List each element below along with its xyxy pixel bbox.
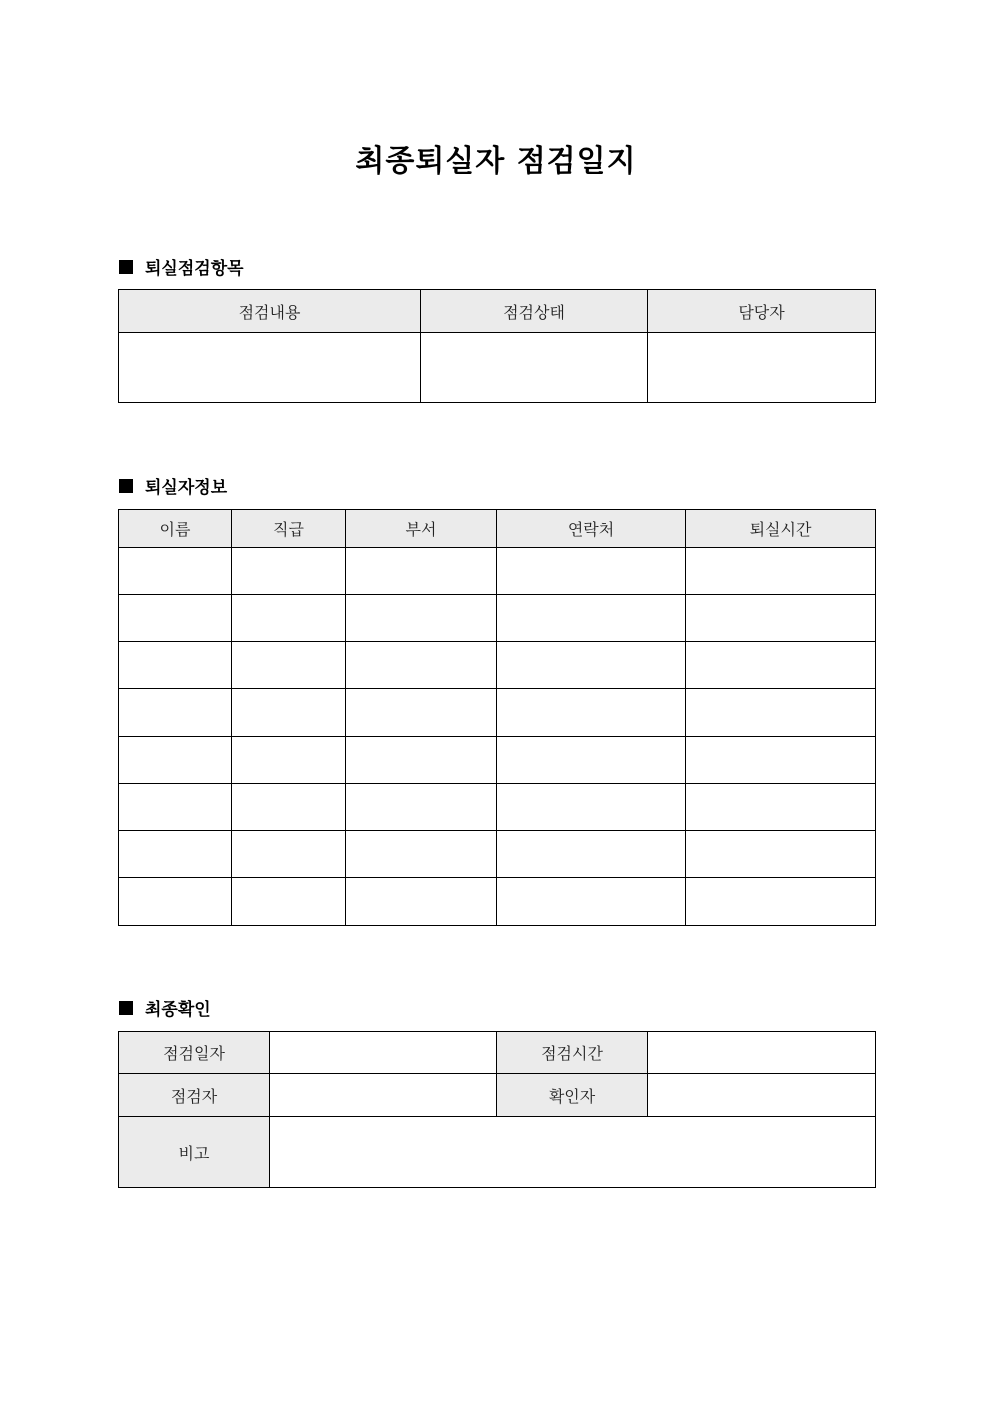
square-bullet-icon	[119, 479, 133, 493]
confirmer-field[interactable]	[648, 1074, 876, 1117]
column-header-department: 부서	[346, 510, 497, 548]
position-cell[interactable]	[232, 784, 346, 831]
square-bullet-icon	[119, 1001, 133, 1015]
name-cell[interactable]	[119, 642, 232, 689]
contact-cell[interactable]	[497, 595, 686, 642]
department-cell[interactable]	[346, 642, 497, 689]
table-row	[119, 642, 876, 689]
leaver-info-table	[118, 509, 876, 926]
section-heading-leaver-info	[119, 473, 227, 498]
position-cell[interactable]	[232, 689, 346, 737]
section-heading-text: 퇴실점검항목	[145, 259, 244, 279]
department-cell[interactable]	[346, 737, 497, 784]
position-cell[interactable]	[232, 595, 346, 642]
contact-cell[interactable]	[497, 784, 686, 831]
inspection-content-cell[interactable]	[119, 333, 421, 403]
contact-cell[interactable]	[497, 548, 686, 595]
leave-time-cell[interactable]	[686, 784, 876, 831]
square-bullet-icon	[119, 260, 133, 274]
contact-cell[interactable]	[497, 831, 686, 878]
section-heading-checklist	[119, 254, 244, 279]
position-cell[interactable]	[232, 642, 346, 689]
department-cell[interactable]	[346, 595, 497, 642]
leave-time-cell[interactable]	[686, 737, 876, 784]
remarks-label: 비고	[119, 1117, 270, 1188]
name-cell[interactable]	[119, 548, 232, 595]
column-header-leave-time: 퇴실시간	[686, 510, 876, 548]
position-cell[interactable]	[232, 737, 346, 784]
department-cell[interactable]	[346, 689, 497, 737]
table-row	[119, 689, 876, 737]
column-header-inspection-status: 점검상태	[421, 290, 648, 333]
table-row	[119, 737, 876, 784]
inspection-date-field[interactable]	[270, 1032, 497, 1074]
section-heading-text: 퇴실자정보	[145, 478, 228, 498]
department-cell[interactable]	[346, 831, 497, 878]
inspection-date-label: 점검일자	[119, 1032, 270, 1074]
final-confirmation-table	[118, 1031, 876, 1188]
contact-cell[interactable]	[497, 689, 686, 737]
table-row	[119, 831, 876, 878]
table-row	[119, 595, 876, 642]
column-header-contact: 연락처	[497, 510, 686, 548]
remarks-field[interactable]	[270, 1117, 876, 1188]
document-title: 최종퇴실자 점검일지	[355, 144, 637, 179]
person-in-charge-cell[interactable]	[648, 333, 876, 403]
confirmer-label: 확인자	[497, 1074, 648, 1117]
position-cell[interactable]	[232, 878, 346, 926]
column-header-inspection-content: 점검내용	[119, 290, 421, 333]
inspection-status-cell[interactable]	[421, 333, 648, 403]
contact-cell[interactable]	[497, 737, 686, 784]
contact-cell[interactable]	[497, 878, 686, 926]
inspection-time-field[interactable]	[648, 1032, 876, 1074]
name-cell[interactable]	[119, 831, 232, 878]
table-row	[119, 1032, 876, 1074]
leave-time-cell[interactable]	[686, 878, 876, 926]
leave-time-cell[interactable]	[686, 595, 876, 642]
department-cell[interactable]	[346, 878, 497, 926]
name-cell[interactable]	[119, 878, 232, 926]
section-heading-final-confirmation	[119, 995, 211, 1020]
table-header-row	[119, 510, 876, 548]
leave-time-cell[interactable]	[686, 548, 876, 595]
inspection-time-label: 점검시간	[497, 1032, 648, 1074]
table-row	[119, 548, 876, 595]
table-header-row	[119, 290, 876, 333]
name-cell[interactable]	[119, 737, 232, 784]
department-cell[interactable]	[346, 784, 497, 831]
name-cell[interactable]	[119, 595, 232, 642]
leave-time-cell[interactable]	[686, 689, 876, 737]
section-heading-text: 최종확인	[145, 1000, 211, 1020]
inspector-label: 점검자	[119, 1074, 270, 1117]
department-cell[interactable]	[346, 548, 497, 595]
name-cell[interactable]	[119, 689, 232, 737]
column-header-position: 직급	[232, 510, 346, 548]
position-cell[interactable]	[232, 831, 346, 878]
column-header-person-in-charge: 담당자	[648, 290, 876, 333]
leave-time-cell[interactable]	[686, 642, 876, 689]
name-cell[interactable]	[119, 784, 232, 831]
table-row	[119, 878, 876, 926]
inspector-field[interactable]	[270, 1074, 497, 1117]
checklist-table	[118, 289, 876, 403]
column-header-name: 이름	[119, 510, 232, 548]
table-row	[119, 333, 876, 403]
leave-time-cell[interactable]	[686, 831, 876, 878]
table-row	[119, 1074, 876, 1117]
contact-cell[interactable]	[497, 642, 686, 689]
table-row	[119, 784, 876, 831]
table-row	[119, 1117, 876, 1188]
position-cell[interactable]	[232, 548, 346, 595]
